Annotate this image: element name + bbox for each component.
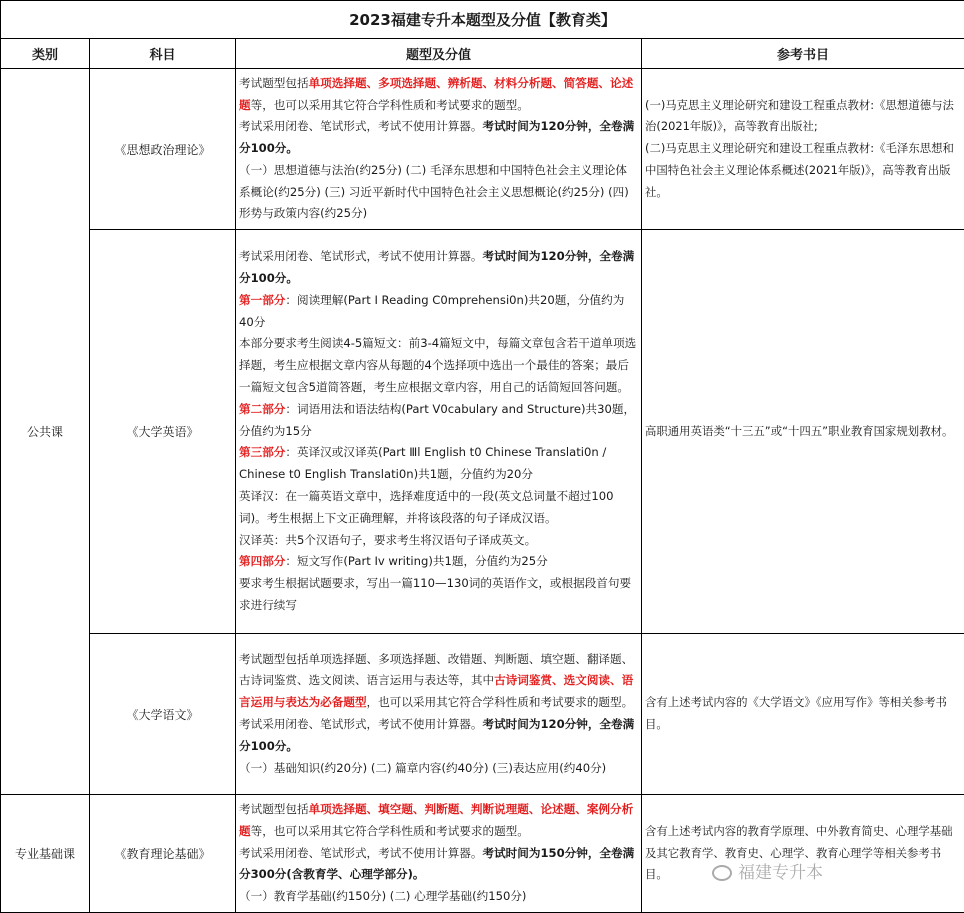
wechat-icon <box>712 865 732 881</box>
text: ：短文写作(Part Iv writing)共1题，分值约为25分 <box>285 554 548 569</box>
types-education <box>236 795 642 913</box>
text: ：英译汉或汉译英(Part Ⅲl English t0 Chinese Translati0n / Chinese t0 English Translati0n)共1题，分值约为20分 <box>239 445 607 482</box>
text: 考试题型包括 <box>239 802 309 816</box>
header-types: 题型及分值 <box>236 39 642 69</box>
refs-english: 高职通用英语类“十三五”或“十四五”职业教育国家规划教材。 <box>642 230 964 634</box>
types-politics <box>236 69 642 230</box>
table-row <box>1 634 964 795</box>
page-title: 2023福建专升本题型及分值【教育类】 <box>1 1 964 39</box>
score-breakdown: （一）思想道德与法治(约25分) (二) 毛泽东思想和中国特色社会主义理论体系概论(约25分) (三) 习近平新时代中国特色社会主义思想概论(约25分) (四) 形势与政策内容(约25分) <box>239 162 629 221</box>
exam-time: 考试时间为120分钟，全卷满分100分。 <box>239 249 635 286</box>
text: ，也可以采用其它符合学科性质和考试要求的题型。 <box>366 695 634 710</box>
part-label: 第一部分 <box>239 292 286 307</box>
part-label: 第四部分 <box>239 554 286 569</box>
exam-time: 考试时间为120分钟，全卷满分100分。 <box>239 119 635 156</box>
types-chinese <box>236 634 642 795</box>
text: 汉译英：共5个汉语句子，要求考生将汉语句子译成英文。 <box>239 532 537 547</box>
refs-chinese: 含有上述考试内容的《大学语文》《应用写作》等相关参考书目。 <box>642 634 964 795</box>
subject-politics: 《思想政治理论》 <box>90 69 236 230</box>
table-row <box>1 69 964 230</box>
header-refs: 参考书目 <box>642 39 964 69</box>
refs-politics <box>642 69 964 230</box>
required-types: 古诗词鉴赏、选文阅读、语言运用与表达为必备题型 <box>239 673 634 710</box>
text: 考试题型包括 <box>239 75 309 90</box>
exam-time: 考试时间为120分钟，全卷满分100分。 <box>239 717 635 753</box>
subject-education: 《教育理论基础》 <box>90 795 236 913</box>
text: 考试采用闭卷、笔试形式，考试不使用计算器。 <box>239 249 483 264</box>
text: 考试采用闭卷、笔试形式，考试不使用计算器。 <box>239 119 483 134</box>
types-english <box>236 230 642 634</box>
required-types: 单项选择题、多项选择题、辨析题、材料分析题、简答题、论述题 <box>239 75 634 112</box>
text: 考试题型包括单项选择题、多项选择题、改错题、判断题、填空题、翻译题、古诗词鉴赏、选文阅读、语言运用与表达等，其中 <box>239 651 634 688</box>
exam-time: 考试时间为150分钟，全卷满分300分(含教育学、心理学部分)。 <box>239 845 635 882</box>
text: 等，也可以采用其它符合学科性质和考试要求的题型。 <box>250 823 529 838</box>
table-row <box>1 230 964 634</box>
table-row <box>1 795 964 913</box>
score-breakdown: （一）基础知识(约20分) (二) 篇章内容(约40分) (三)表达应用(约40分) <box>239 760 607 775</box>
part-label: 第二部分 <box>239 401 286 416</box>
text: 要求考生根据试题要求，写出一篇110—130词的英语作文，或根据段首句要求进行续写 <box>239 576 632 612</box>
ref-item: (一)马克思主义理论研究和建设工程重点教材:《思想道德与法治(2021年版)》，高等教育出版社; <box>645 97 954 134</box>
text: ：词语用法和语法结构(Part V0cabulary and Structure)共30题，分值约为15分 <box>239 401 636 438</box>
subject-chinese: 《大学语文》 <box>90 634 236 795</box>
text: 本部分要求考生阅读4-5篇短文：前3-4篇短文中，每篇文章包含若干道单项选择题，考生应根据文章内容从每题的4个选择项中选出一个最佳的答案；最后一篇短文包含5道简答题，考生应根据文章内容，用自己的话简短回答问题。 <box>239 336 637 394</box>
text: 考试采用闭卷、笔试形式，考试不使用计算器。 <box>239 845 483 860</box>
subject-english: 《大学英语》 <box>90 230 236 634</box>
refs-education: 含有上述考试内容的教育学原理、中外教育简史、心理学基础及其它教育学、教育史、心理学、教育心理学等相关参考书目。 <box>642 795 964 913</box>
header-category: 类别 <box>1 39 90 69</box>
part-label: 第三部分 <box>239 445 286 460</box>
category-public: 公共课 <box>1 69 90 795</box>
ref-item: (二)马克思主义理论研究和建设工程重点教材:《毛泽东思想和中国特色社会主义理论体系概述(2021年版)》，高等教育出版社。 <box>645 141 954 199</box>
text: 考试采用闭卷、笔试形式，考试不使用计算器。 <box>239 717 483 731</box>
text: 英译汉：在一篇英语文章中，选择难度适中的一段(英文总词量不超过100词)。考生根据上下文正确理解，并将该段落的句子译成汉语。 <box>239 488 614 525</box>
text: ：阅读理解(Part I Reading C0mprehensi0n)共20题，分值约为40分 <box>239 292 625 329</box>
watermark-text: 福建专升本 <box>738 863 823 883</box>
header-subject: 科目 <box>90 39 236 69</box>
score-breakdown: （一）教育学基础(约150分) (二) 心理学基础(约150分) <box>239 889 527 904</box>
category-major: 专业基础课 <box>1 795 90 913</box>
required-types: 单项选择题、填空题、判断题、判断说理题、论述题、案例分析题 <box>239 802 634 838</box>
watermark <box>712 858 823 883</box>
text: 等，也可以采用其它符合学科性质和考试要求的题型。 <box>250 97 529 112</box>
